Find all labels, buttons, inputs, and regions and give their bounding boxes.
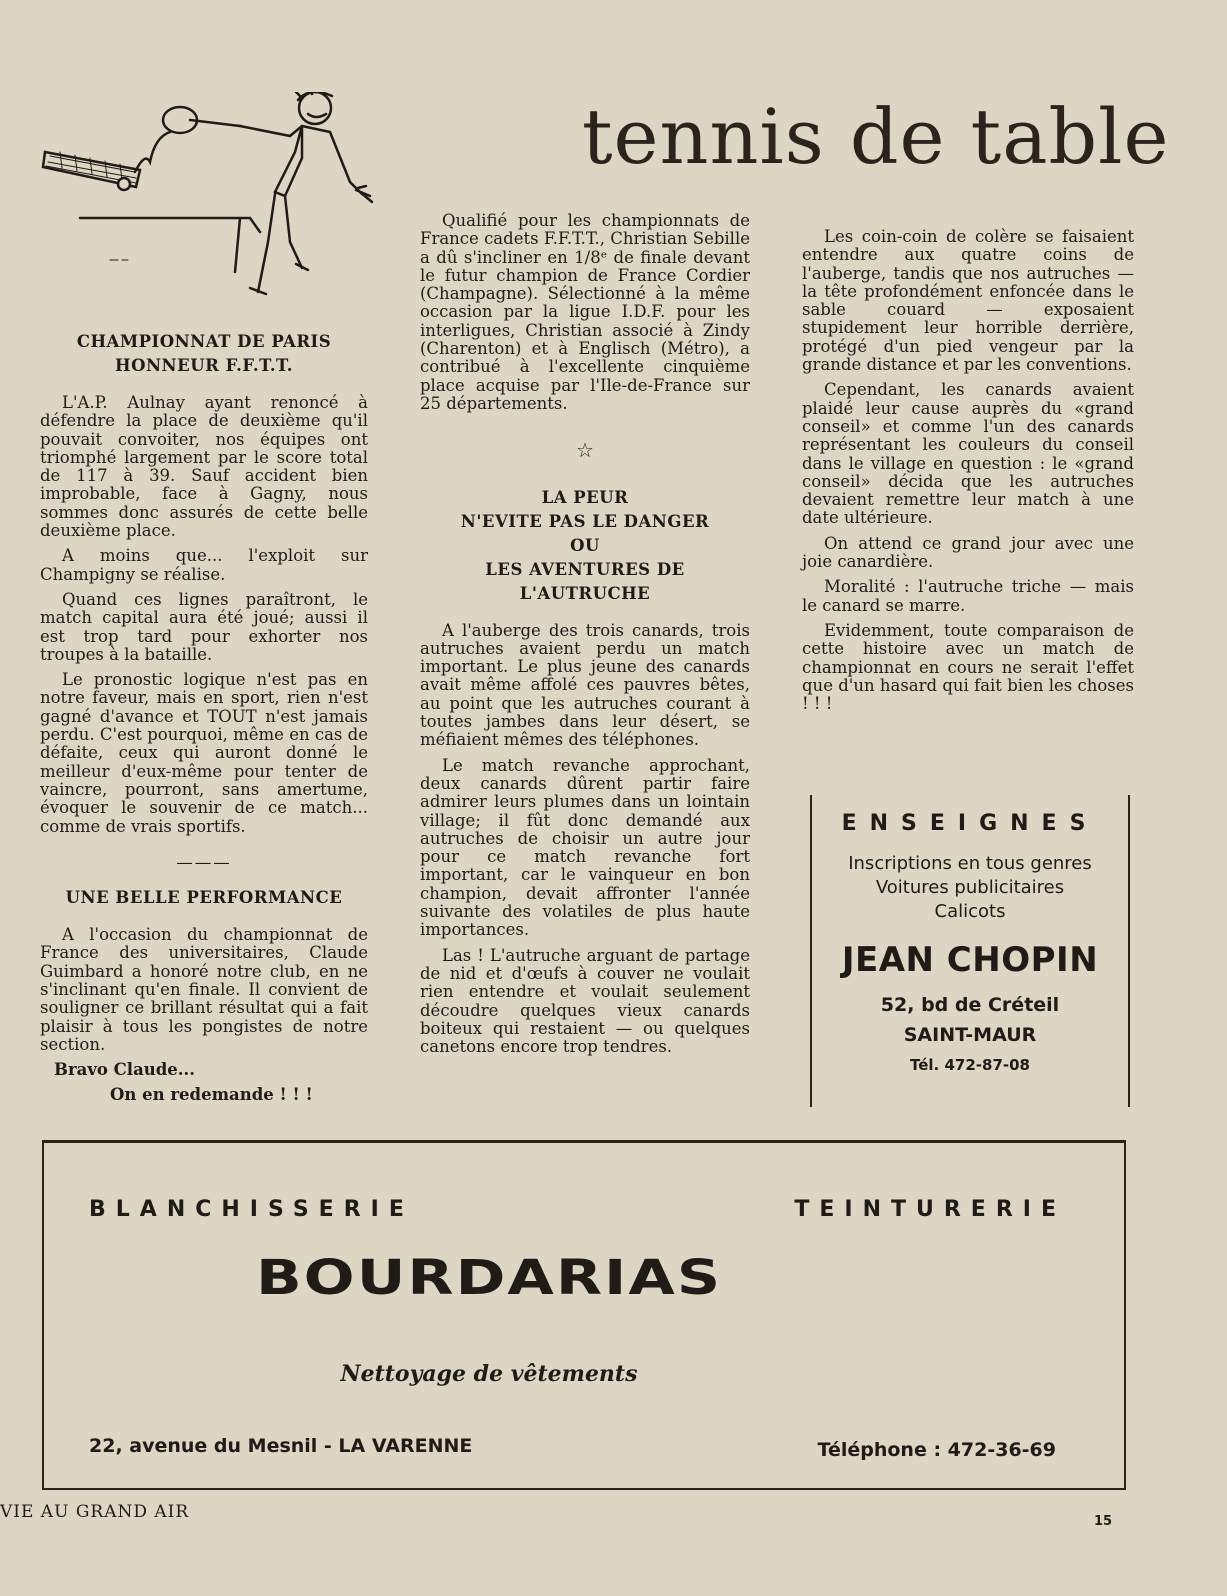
paragraph: Qualifié pour les championnats de France cadets F.F.T.T., Christian Sebille a dû s'incliner en 1/8ᵉ de finale devant le futur champion de France Cordier (Champagne). Sélectionné à la même occasion par la ligue I.D.F. pour les interligues, Christian associé à Zindy (Charenton) et à Englisch (Métro), a contribué à l'excellente cinquième place acquise par l'Ile-de-France sur 25 départements. bbox=[420, 211, 750, 413]
ad-telephone: Téléphone : 472-36-69 bbox=[817, 1439, 1056, 1461]
ad-city: SAINT-MAUR bbox=[903, 1024, 1037, 1046]
ad-line: Voitures publicitaires bbox=[875, 877, 1065, 898]
redemande-line: On en redemande ! ! ! bbox=[110, 1084, 313, 1104]
paragraph: A l'occasion du championnat de France des universitaires, Claude Guimbard a honoré notre club, en ne s'inclinant qu'en finale. Il convient de souligner ce brillant résultat qui a fait plaisir à tous les pongistes de notre section. bbox=[40, 925, 368, 1054]
page-title: tennis de table bbox=[582, 92, 1170, 181]
paragraph: A moins que... l'exploit sur Champigny se réalise. bbox=[40, 546, 368, 584]
paragraph: Les coin-coin de colère se faisaient entendre aux quatre coins de l'auberge, tandis que nos autruches — la tête profondément enfoncée dans le sable couard — exposaient stupidement leur horrible derrière, protégé d'un pied vengeur par la grande distance et par les conventions. bbox=[802, 227, 1134, 375]
page-number: 15 bbox=[1094, 1514, 1113, 1529]
heading-line: N'EVITE PAS LE DANGER bbox=[460, 511, 710, 531]
ad-brand-name: BOURDARIAS bbox=[255, 1250, 723, 1306]
article-heading-performance: UNE BELLE PERFORMANCE bbox=[65, 888, 343, 908]
column-right bbox=[802, 228, 1134, 720]
ad-subtitle: Nettoyage de vêtements bbox=[340, 1361, 638, 1387]
heading-line: LES AVENTURES DE L'AUTRUCHE bbox=[485, 559, 685, 603]
column-middle bbox=[420, 212, 750, 1063]
star-ornament: ☆ bbox=[576, 438, 594, 463]
bravo-line: Bravo Claude... bbox=[54, 1060, 196, 1080]
article-heading-autruche bbox=[420, 486, 750, 606]
ad-address: 22, avenue du Mesnil - LA VARENNE bbox=[89, 1435, 473, 1457]
column-left bbox=[40, 330, 368, 1110]
paragraph: Evidemment, toute comparaison de cette histoire avec un match de championnat en cours ne serait l'effet que d'un hasard qui fait bien les choses ! ! ! bbox=[802, 620, 1134, 714]
paragraph: L'A.P. Aulnay ayant renoncé à défendre la place de deuxième qu'il pouvait convoiter, nos équipes ont triomphé largement par le score total de 117 à 39. Sauf accident bien improbable, face à Gagny, nous sommes donc assurés de cette belle deuxième place. bbox=[40, 393, 368, 541]
ad-line: Calicots bbox=[934, 901, 1006, 922]
publication-name: VIE AU GRAND AIR bbox=[0, 1502, 190, 1522]
paragraph: A l'auberge des trois canards, trois autruches avaient perdu un match important. Le plus jeune des canards avait même affolé ces pauvres bêtes, au point que les autruches courant à toutes jambes dans leur désert, se méfiaient mêmes des téléphones. bbox=[420, 620, 750, 750]
article-heading-championnat: CHAMPIONNAT DE PARIS HONNEUR F.F.T.T. bbox=[76, 332, 332, 375]
paragraph: Las ! L'autruche arguant de partage de nid et d'œufs à couver ne voulait rien entendre et voulait seulement découdre quelques vieux canards boiteux qui restaient — ou quelques canetons encore trop tendres. bbox=[420, 945, 750, 1057]
paragraph: Quand ces lignes paraîtront, le match capital aura été joué; aussi il est trop tard pour exhorter nos troupes à la bataille. bbox=[40, 589, 368, 664]
heading-line: LA PEUR bbox=[541, 487, 629, 507]
advertisement-enseignes bbox=[810, 795, 1130, 1107]
paragraph: Moralité : l'autruche triche — mais le canard se marre. bbox=[802, 577, 1134, 615]
ad-telephone: Tél. 472-87-08 bbox=[910, 1056, 1030, 1074]
ad-business-name: JEAN CHOPIN bbox=[841, 940, 1099, 980]
paragraph: Cependant, les canards avaient plaidé leur cause auprès du «grand conseil» et comme l'un des canards représentant les couleurs du conseil dans le village en question : le «grand conseil» décida que les autruches devaient remettre leur match à une date ultérieure. bbox=[802, 380, 1134, 528]
paragraph: Le match revanche approchant, deux canards dûrent partir faire admirer leurs plumes dans un lointain village; il fût donc demandé aux autruches de choisir un autre jour pour ce match revanche fort important, car le vainqueur en bon champion, devait affronter l'année suivante des volatiles de plus haute importances. bbox=[420, 755, 750, 940]
advertisement-bourdarias bbox=[42, 1140, 1126, 1490]
ad-service-right: TEINTURERIE bbox=[794, 1197, 1066, 1222]
heading-line: OU bbox=[570, 535, 600, 555]
table-tennis-player-illustration bbox=[40, 92, 380, 304]
ad-line: Inscriptions en tous genres bbox=[848, 853, 1092, 874]
ad-heading: ENSEIGNES bbox=[841, 811, 1099, 836]
ad-address: 52, bd de Créteil bbox=[880, 994, 1060, 1016]
section-separator: ——— bbox=[176, 852, 232, 872]
ad-service-left: BLANCHISSERIE bbox=[89, 1197, 414, 1222]
paragraph: On attend ce grand jour avec une joie canardière. bbox=[802, 533, 1134, 572]
paragraph: Le pronostic logique n'est pas en notre faveur, mais en sport, rien n'est gagné d'avance et TOUT n'est jamais perdu. C'est pourquoi, même en cas de défaite, ceux qui auront donné le meilleur d'eux-même pour tenter de vaincre, pourront, sans amertume, évoquer le souvenir de ce match... comme de vrais sportifs. bbox=[40, 670, 368, 836]
